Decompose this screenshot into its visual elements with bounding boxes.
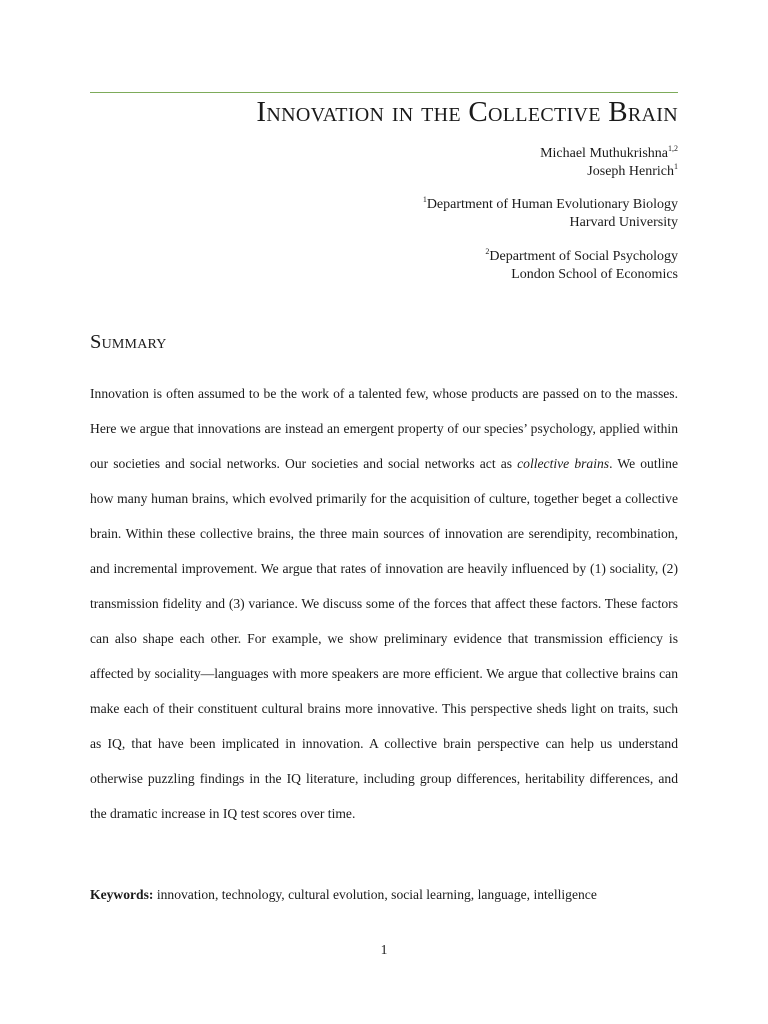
- affiliation: [485, 248, 678, 283]
- affiliation: [423, 196, 678, 231]
- title-rule: [90, 92, 678, 93]
- affiliation-mark: 1: [422, 195, 427, 204]
- affiliation-mark: 2: [485, 247, 490, 256]
- section-heading-summary: Summary: [90, 331, 167, 353]
- author: [540, 163, 678, 181]
- affiliation-institution: Harvard University: [569, 214, 678, 230]
- keywords-list: innovation, technology, cultural evolution, social learning, language, intelligence: [153, 887, 597, 902]
- author: [540, 145, 678, 163]
- affiliation-mark: 1,2: [668, 144, 678, 153]
- author-name: Michael Muthukrishna: [540, 146, 668, 161]
- keywords-label: Keywords:: [90, 887, 154, 902]
- affiliation-department: $^2$Department of Social Psychology: [485, 247, 678, 264]
- summary-paragraph: Innovation is often assumed to be the work of a talented few, whose products are passed on to the masses. Here we argue that innovations are instead an emergent property of our species’ psychology, applied within our societies and social networks. Our societies and social networks act as collective brains. We outline how many human brains, which evolved primarily for the acquisition of culture, together beget a collective brain. Within these collective brains, the three main sources of innovation are serendipity, recombination, and incremental improvement. We argue that rates of innovation are heavily influenced by (1) sociality, (2) transmission fidelity and (3) variance. We discuss some of the forces that affect these factors. These factors can also shape each other. For example, we show preliminary evidence that transmission efficiency is affected by sociality—languages with more speakers are more efficient. We argue that collective brains can make each of their constituent cultural brains more innovative. This perspective sheds light on traits, such as IQ, that have been implicated in innovation. A collective brain perspective can help us understand otherwise puzzling findings in the IQ literature, including group differences, heritability differences, and the dramatic increase in IQ test scores over time.: [90, 386, 678, 821]
- author-list: [540, 145, 678, 180]
- affiliation-department: $^1$Department of Human Evolutionary Biology: [422, 195, 678, 212]
- paper-title: Innovation in the Collective Brain: [256, 96, 678, 128]
- affiliation-mark: 1: [674, 161, 678, 171]
- page-number: 1: [380, 942, 388, 957]
- affiliation-institution: London School of Economics: [511, 266, 678, 282]
- emphasis-term: collective brains: [517, 456, 610, 471]
- author-name: Joseph Henrich: [587, 163, 674, 179]
- keywords: [90, 886, 678, 904]
